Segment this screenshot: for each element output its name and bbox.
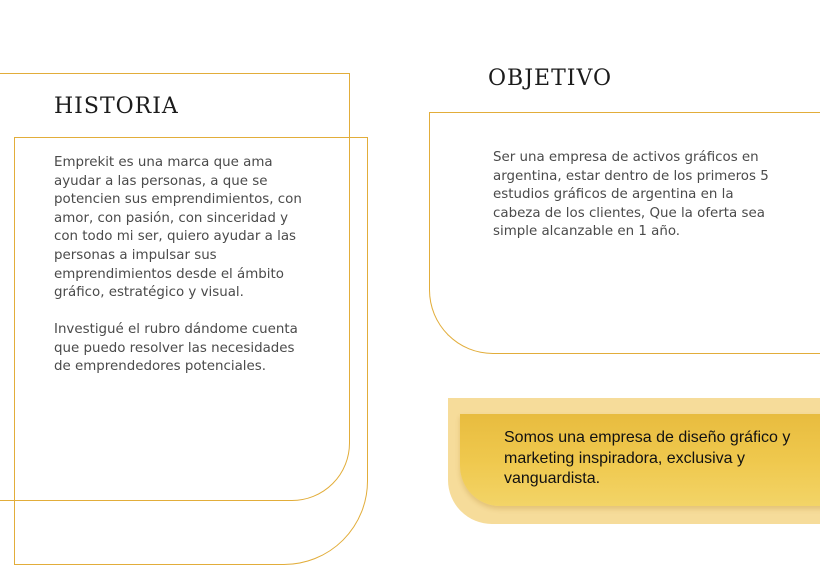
historia-title: HISTORIA [54, 94, 179, 119]
historia-paragraph-1: Emprekit es una marca que ama ayudar a las personas, a que se potencien sus emprendimientos, con amor, con pasión, con sinceridad y con todo mi ser, quiero ayudar a las personas a impulsar sus emprendimientos desde el ámbito gráfico, estratégico y visual. [54, 155, 302, 301]
objetivo-paragraph: Ser una empresa de activos gráficos en argentina, estar dentro de los primeros 5 estudios gráficos de argentina en la cabeza de los clientes, Que la oferta sea simple alcanzable en 1 año. [493, 150, 769, 240]
objetivo-title: OBJETIVO [488, 66, 612, 91]
highlight-text: Somos una empresa de diseño gráfico y marketing inspiradora, exclusiva y vanguardista. [504, 429, 791, 487]
historia-paragraph-2: Investigué el rubro dándome cuenta que puedo resolver las necesidades de emprendedores potenciales. [54, 322, 298, 375]
